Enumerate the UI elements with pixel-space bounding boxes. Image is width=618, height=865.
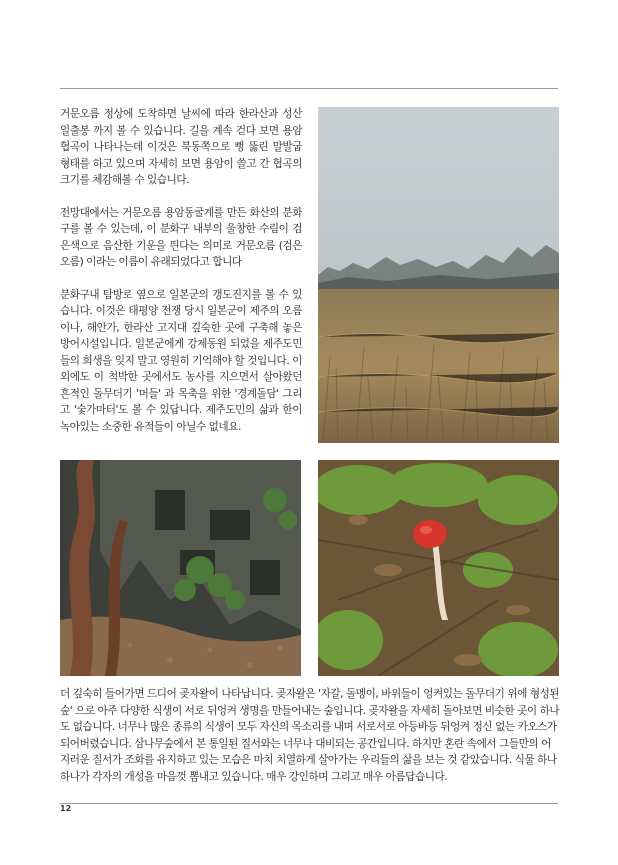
page-number: 12: [60, 804, 72, 813]
left-column-text: [60, 106, 302, 451]
photo-foggy-grassland: [318, 107, 559, 443]
bottom-rule: [60, 803, 558, 804]
paragraph-summit: 거문오름 정상에 도착하면 날씨에 따라 한라산과 성산일출봉 까지 볼 수 있습니다. 길을 계속 걷다 보면 용암협곡이 나타나는데 이것은 북동쪽으로 뻥 뚫린 말발굽형태를 하고 있으며 자세히 보면 용암이 쓸고 간 협곡의 크기를 체감해볼 수 있습니다.: [60, 108, 302, 186]
paragraph-observatory: 전망대에서는 거문오름 용암동굴계를 만든 화산의 분화구를 볼 수 있는데, 이 분화구 내부의 울창한 수림이 검은색으로 음산한 기운을 띈다는 의미로 거문오름 (검은오름) 이라는 이름이 유래되었다고 합니다: [60, 206, 302, 268]
bottom-paragraph: 더 깊숙히 들어가면 드디어 곶자왈이 나타납니다. 곶자왈은 '자갈, 돌멩이, 바위들이 엉켜있는 돌무더기 위에 형성된 숲' 으로 아주 다양한 식생이 서로 뒤엉켜 생명을 만들어내는 숲입니다. 곶자왈을 자세히 돌아보면 비슷한 곳이 하나도 없습니다. 너무나 많은 종류의 식생이 모두 자신의 목소리를 내며 서로서로 아등바등 뒤엉켜 정신 없는 카오스가 되어버렸습니다. 삼나무숲에서 본 통일된 질서와는 너무나 대비되는 공간입니다. 하지만 혼란 속에서 그들만의 어지러운 질서가 조화를 유지하고 있는 모습은 마치 치열하게 살아가는 우리들의 삶을 보는 것 같았습니다. 식물 하나하나가 각자의 개성을 마음껏 뽐내고 있습니다. 매우 강인하며 그리고 매우 아름답습니다.: [60, 688, 560, 783]
photo-forest-rocks: [60, 460, 301, 676]
top-rule: [60, 88, 558, 89]
paragraph-tunnel: 분화구내 탐방로 옆으로 일본군의 갱도진지를 볼 수 있습니다. 이것은 태평양 전쟁 당시 일본군이 제주의 오름이나, 해안가, 한라산 고지대 깊숙한 곳에 구축해 놓은 방어시설입니다. 일본군에게 강제동원 되었을 제주도민들의 희생을 잊지 말고 영원히 기억해야 할 것입니다. 이외에도 이 척박한 곳에서도 농사를 지으면서 살아왔던 흔적인 돌무더기 '머들' 과 목축을 위한 '경계돌담' 그리고 '숯가마터'도 볼 수 있답니다. 제주도민의 삶과 한이 녹아있는 소중한 유적들이 아닐수 없네요.: [60, 288, 302, 433]
photo-red-mushroom: [318, 460, 559, 676]
